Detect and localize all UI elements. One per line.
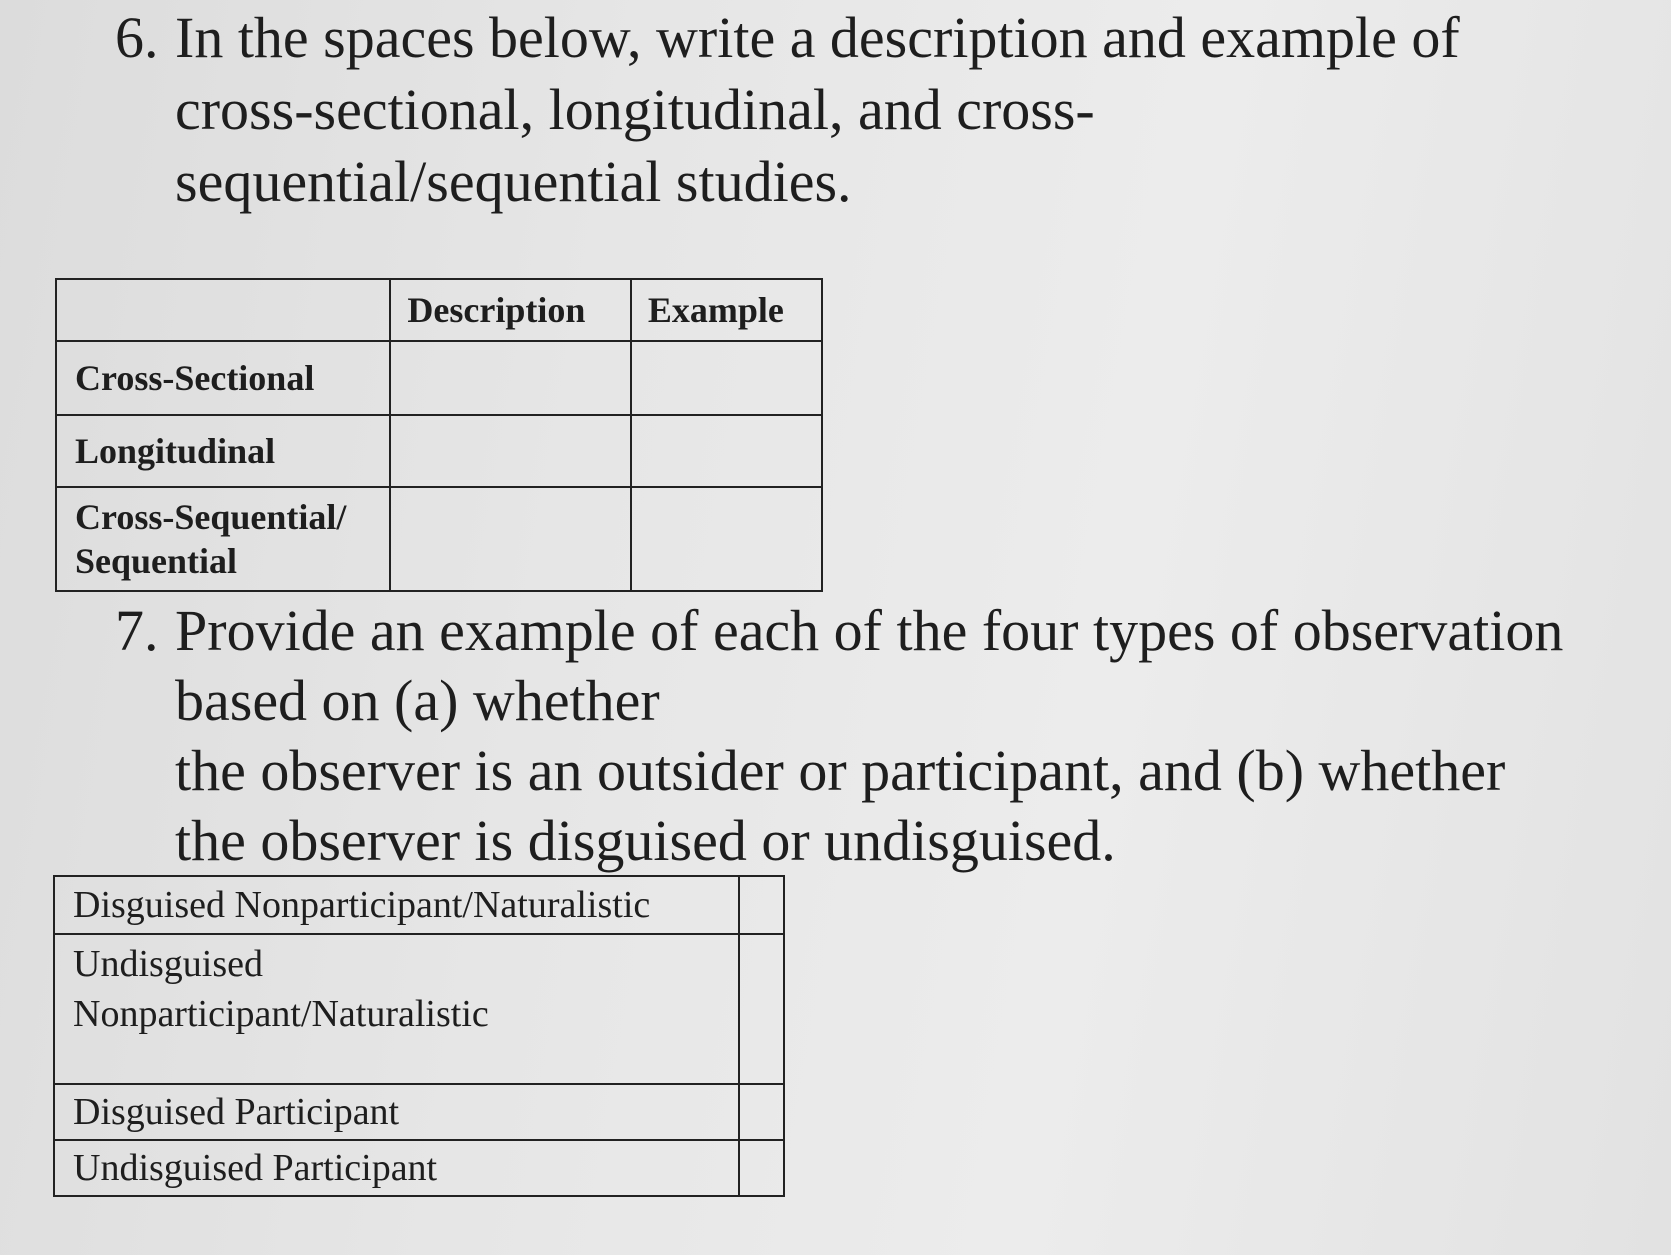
longitudinal-example-cell[interactable]: [631, 415, 822, 487]
question-6-number: 6.: [115, 5, 159, 70]
table-row: [56, 487, 822, 591]
observation-label-disguised-nonparticipant: Disguised Nonparticipant/Naturalistic: [54, 876, 739, 934]
table-row: [54, 1140, 784, 1196]
question-7-text: [175, 596, 1655, 876]
undisguised-nonparticipant-answer-cell[interactable]: [739, 934, 784, 1084]
longitudinal-description-cell[interactable]: [390, 415, 630, 487]
studies-header-blank: [56, 279, 390, 341]
cross-sectional-example-cell[interactable]: [631, 341, 822, 415]
study-label-longitudinal: Longitudinal: [56, 415, 390, 487]
question-7-line: based on (a) whether: [175, 668, 660, 733]
question-7-line: the observer is disguised or undisguised.: [175, 808, 1116, 873]
question-7-number: 7.: [115, 598, 159, 663]
studies-table-header-row: [56, 279, 822, 341]
table-row: [54, 876, 784, 934]
disguised-nonparticipant-answer-cell[interactable]: [739, 876, 784, 934]
table-row: [54, 934, 784, 1084]
studies-table: [55, 278, 823, 592]
question-7-line: Provide an example of each of the four types of observation: [175, 598, 1564, 663]
observation-label-undisguised-nonparticipant: Undisguised Nonparticipant/Naturalistic: [54, 934, 739, 1084]
studies-header-description: Description: [390, 279, 630, 341]
observation-label-undisguised-participant: Undisguised Participant: [54, 1140, 739, 1196]
observation-table: [53, 875, 785, 1197]
question-6: [115, 2, 1575, 218]
question-7: [115, 596, 1655, 876]
table-row: [56, 341, 822, 415]
question-6-text: In the spaces below, write a description and example of cross-sectional, longitudinal, and cross-sequential/sequential studies.: [175, 5, 1460, 214]
study-label-cross-sectional: Cross-Sectional: [56, 341, 390, 415]
question-7-line: the observer is an outsider or participant, and (b) whether: [175, 738, 1506, 803]
cross-sequential-description-cell[interactable]: [390, 487, 630, 591]
table-row: [54, 1084, 784, 1140]
cross-sectional-description-cell[interactable]: [390, 341, 630, 415]
observation-label-disguised-participant: Disguised Participant: [54, 1084, 739, 1140]
studies-header-example: Example: [631, 279, 822, 341]
table-row: [56, 415, 822, 487]
disguised-participant-answer-cell[interactable]: [739, 1084, 784, 1140]
study-label-cross-sequential: Cross-Sequential/ Sequential: [56, 487, 390, 591]
cross-sequential-example-cell[interactable]: [631, 487, 822, 591]
undisguised-participant-answer-cell[interactable]: [739, 1140, 784, 1196]
